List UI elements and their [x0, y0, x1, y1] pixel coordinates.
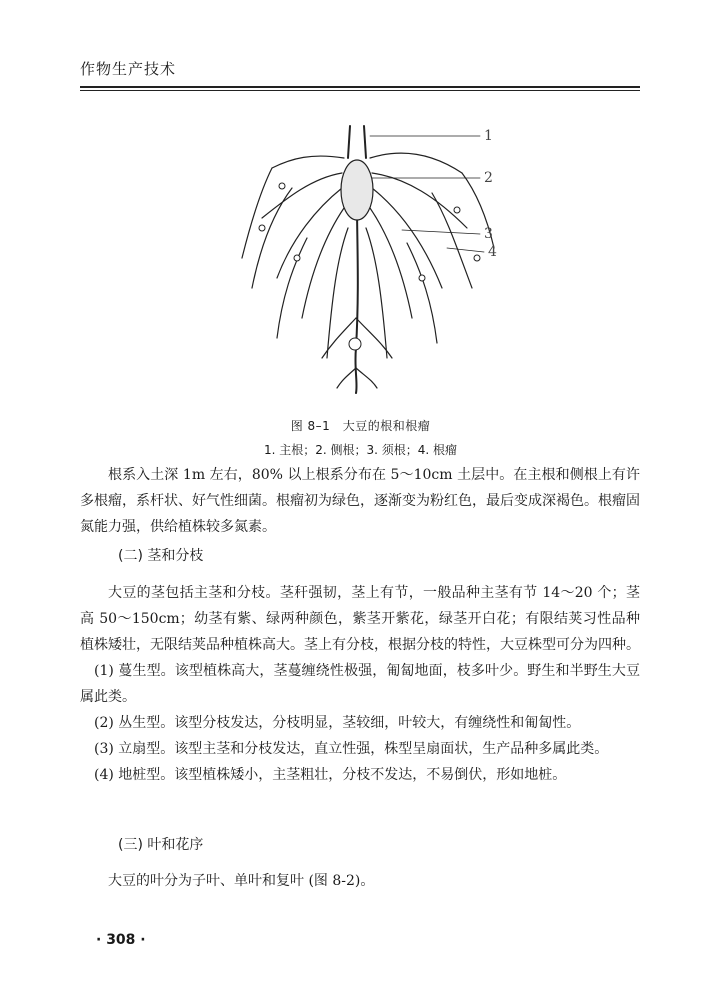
soybean-root-illustration	[232, 118, 512, 398]
header-rule	[80, 86, 640, 88]
leaf-heading: (三) 叶和花序	[118, 837, 204, 853]
stem-section-block	[80, 580, 640, 788]
roots-paragraph: 根系入土深 1m 左右，80% 以上根系分布在 5～10cm 土层中。在主根和侧根上有许多根瘤，系杆状、好气性细菌。根瘤初为绿色，逐渐变为粉红色，最后变成深褐色。根瘤固氮能力强，供给植株较多氮素。	[80, 467, 640, 535]
page-number: · 308 ·	[96, 932, 146, 948]
figure-label-2: 2	[484, 170, 493, 186]
figure-label-4: 4	[488, 244, 497, 260]
header-rule-thin	[80, 90, 640, 91]
running-header	[80, 58, 640, 79]
stem-paragraph: 大豆的茎包括主茎和分枝。茎秆强韧，茎上有节，一般品种主茎有节 14～20 个；茎高 50～150cm；幼茎有紫、绿两种颜色，紫茎开紫花，绿茎开白花；有限结荚习性品种植株矮壮，无限结荚品种植株高大。茎上有分枝，根据分枝的特性，大豆株型可分为四种。	[80, 585, 640, 653]
stem-heading: (二) 茎和分枝	[118, 548, 204, 564]
plant-type-item: (2) 丛生型。该型分枝发达，分枝明显，茎较细，叶较大，有缠绕性和匍匐性。	[94, 715, 581, 731]
leaf-paragraph-block	[80, 868, 640, 894]
figure-label-3: 3	[484, 226, 493, 242]
figure-caption: 图 8–1 大豆的根和根瘤	[290, 419, 431, 433]
roots-paragraph-block	[80, 462, 640, 540]
plant-type-item: (4) 地桩型。该型植株矮小，主茎粗壮，分枝不发达，不易倒伏，形如地桩。	[94, 767, 567, 783]
plant-type-item: (3) 立扇型。该型主茎和分枝发达，直立性强，株型呈扇面状，生产品种多属此类。	[94, 741, 609, 757]
figure-legend: 1. 主根；2. 侧根；3. 须根；4. 根瘤	[263, 443, 458, 457]
plant-type-item: (1) 蔓生型。该型植株高大，茎蔓缠绕性极强，匍匐地面，枝多叶少。野生和半野生大豆属此类。	[80, 663, 640, 705]
header-title: 作物生产技术	[80, 60, 177, 78]
figure-label-1: 1	[484, 128, 493, 144]
leaf-paragraph: 大豆的叶分为子叶、单叶和复叶 (图 8-2)。	[108, 873, 375, 889]
